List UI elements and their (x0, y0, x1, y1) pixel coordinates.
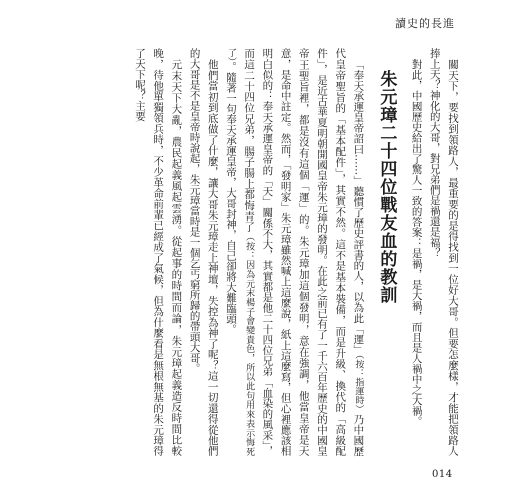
paragraph-5: 元末天下大亂，農民起義風起雲湧。從起事的時間而論，朱元璋起義造反時間比較晚，待他單獨領兵時，不少革命前輩已經成了氣候，但為什麼看是無根無基的朱元璋得了天下呢？主要 (133, 48, 183, 456)
paragraph-3-part-a: 「奉天承運皇帝詔曰……」聽慣了歷史評書的人，以為此「運」 (352, 59, 365, 355)
paragraph-3-note-2: （按：因為元末楊子會變貴色，所以此句用來表示悔死了） (225, 48, 255, 457)
paragraph-2: 對此，中國歷史給出了驚人一致的答案：是禍，是大禍，而且是人禍中之大禍。 (410, 59, 423, 427)
paragraph-1: 關天下，要找到領路人，最重要的是得找到一位好大哥。但要怎麼樣，才能把領路人捧上天？神化的大哥，對兄弟們是禍還是福？ (428, 48, 459, 456)
section-title: 朱元璋二十四位戰友血的教訓 (376, 70, 397, 304)
paragraph-3-part-b: 乃中國歷代皇帝聖旨的「基本配件」，其實不然。這不是基本裝備，而是升級、換代的「高級配件」，是近古華夏明朝開國皇帝朱元璋的發明。在此之前已有了一千六百年歷史的中國皇帝王聖旨裡，都是沒有這個「運」的。朱元璋加這個發明，意在強調，他當皇帝是天意，是命中註定。然而，「發明家」朱元璋雖然喊上這麼說，紙上這麼寫，但心裡應該相明白似的：奉天承運皇帝的「天」關係不大，其實都是他二十四位兄弟「血染的風采」，而這二十四位兄弟，腸子腸上都悔青了 (243, 48, 365, 457)
page-number: 014 (432, 469, 453, 480)
paragraph-3 (222, 48, 368, 456)
paragraph-4: 他們當初到底做了什麼，讓大哥朱元璋走上神壇，失控為神了呢？這一切還得從他們的大哥是不是皇帝時說起，朱元璋當時是一個乞丐窮所歸的帶頭大哥。 (188, 48, 219, 456)
running-header: 讀史的長進 (395, 17, 455, 30)
vertical-body-text (58, 48, 462, 456)
paragraph-3-note: （按：指運時） (353, 354, 364, 414)
paragraph-3-part-c: 。隨著一句奉天承運皇帝，大哥封神，自己卻將大難臨頭。 (224, 61, 237, 335)
